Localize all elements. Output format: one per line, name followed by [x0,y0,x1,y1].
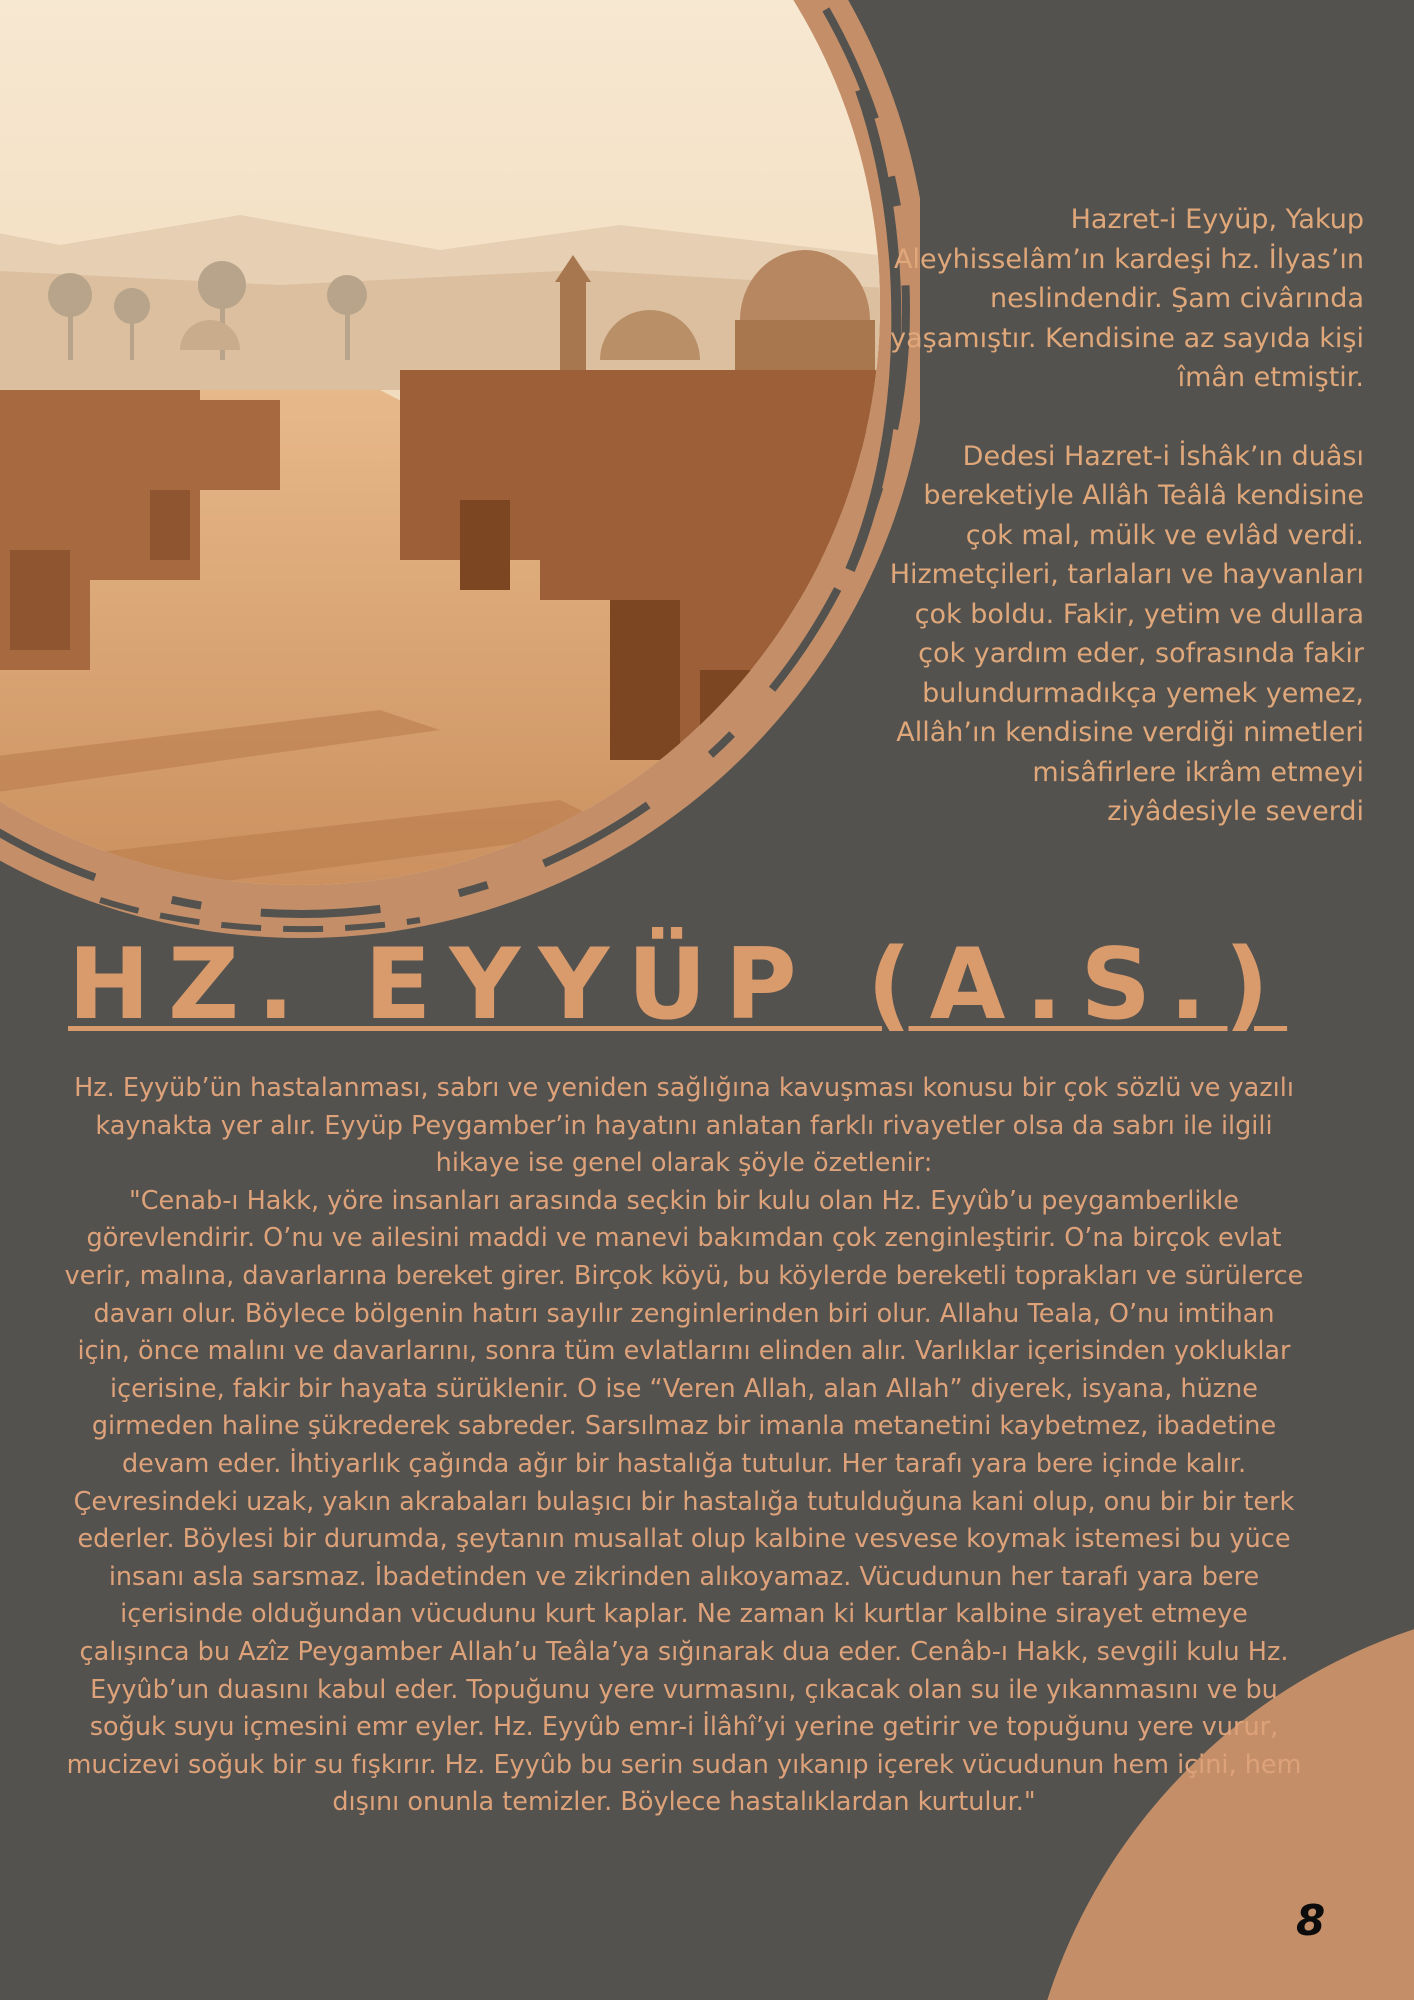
intro-paragraph: Dedesi Hazret-i İshâk’ın duâsı bereketiyle Allâh Teâlâ kendisine çok mal, mülk ve evlâd verdi. Hizmetçileri, tarlaları ve hayvanları çok boldu. Fakir, yetim ve dullara çok yardım eder, sofrasında fakir bulundurmadıkça yemek yemez, Allâh’ın kendisine verdiği nimetleri misâfirlere ikrâm etmeyi ziyâdesiyle severdi [889,440,1364,827]
intro-text-column [880,200,1364,871]
body-text [64,1070,1304,1822]
intro-paragraph: Hazret-i Eyyüp, Yakup Aleyhisselâm’ın kardeşi hz. İlyas’ın neslindendir. Şam civârında yaşamıştır. Kendisine az sayıda kişi îmân etmiştir. [890,204,1364,393]
body-paragraph: Hz. Eyyüb’ün hastalanması, sabrı ve yeniden sağlığına kavuşması konusu bir çok sözlü ve yazılı kaynakta yer alır. Eyyüp Peygamber’in hayatını anlatan farklı rivayetler olsa da sabrı ile ilgili hikaye ise genel olarak şöyle özetlenir: [74,1073,1294,1179]
page-title: HZ. EYYÜP (A.S.) [68,928,1288,1042]
body-paragraph: "Cenab-ı Hakk, yöre insanları arasında seçkin bir kulu olan Hz. Eyyûb’u peygamberlikle görevlendirir. O’nu ve ailesini maddi ve manevi bakımdan çok zenginleştirir. O’na birçok evlat verir, malına, davarlarına bereket girer. Birçok köyü, bu köylerde bereketli toprakları ve sürülerce davarı olur. Böylece bölgenin hatırı sayılır zenginlerinden biri olur. Allahu Teala, O’nu imtihan için, önce malını ve davarlarını, sonra tüm evlatlarını elinden alır. Varlıklar içerisinden yokluklar içerisine, fakir bir hayata sürüklenir. O ise “Veren Allah, alan Allah” diyerek, isyana, hüzne girmeden haline şükrederek sabreder. Sarsılmaz bir imanla metanetini kaybetmez, ibadetine devam eder. İhtiyarlık çağında ağır bir hastalığa tutulur. Her tarafı yara bere içinde kalır. Çevresindeki uzak, yakın akrabaları bulaşıcı bir hastalığa tutulduğuna kani olup, onu bir bir terk ederler. Böylesi bir durumda, şeytanın musallat olup kalbine vesvese koymak istemesi bu yüce insanı asla sarsmaz. İbadetinden ve zikrinden alıkoyamaz. Vücudunun her tarafı yara bere içerisinde olduğundan vücudunu kurt kaplar. Ne zaman ki kurtlar kalbine sirayet etmeye çalışınca bu Azîz Peygamber Allah’u Teâla’ya sığınarak dua eder. Cenâb-ı Hakk, sevgili kulu Hz. Eyyûb’un duasını kabul eder. Topuğunu yere vurmasını, çıkacak olan su ile yıkanmasını ve bu soğuk suyu içmesini emr eyler. Hz. Eyyûb emr-i İlâhî’yi yerine getirir ve topuğunu yere vurur, mucizevi soğuk bir su fışkırır. Hz. Eyyûb bu serin sudan yıkanıp içerek vücudunun hem içini, hem dışını onunla temizler. Böylece hastalıklardan kurtulur." [64,1185,1304,1818]
page-number: 8 [1296,1896,1326,1945]
desert-city-photo [0,0,920,940]
